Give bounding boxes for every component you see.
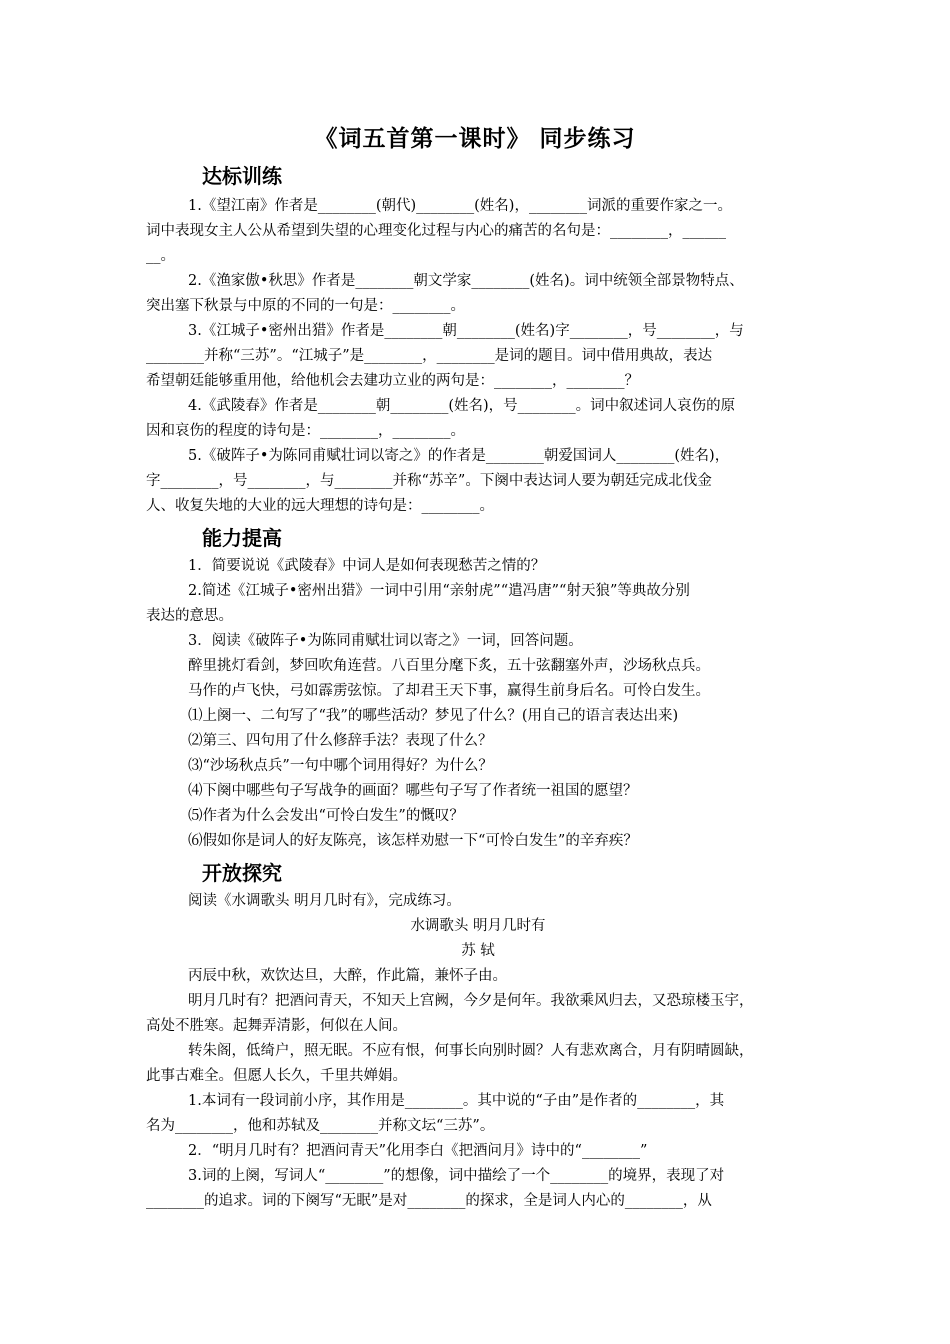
poem-line: 转朱阁，低绮户，照无眠。不应有恨，何事长向别时圆？人有悲欢离合，月有阴晴圆缺，	[188, 1043, 754, 1059]
text-line: 1.《望江南》作者是________(朝代)________(姓名)，________词派的重要作家之一。	[188, 198, 732, 214]
poem-preface: 丙辰中秋，欢饮达旦，大醉，作此篇，兼怀子由。	[188, 968, 507, 984]
text-line: 3.《江城子•密州出猎》作者是________朝________(姓名)字________，号________，与	[188, 323, 744, 339]
poem-title: 水调歌头 明月几时有	[410, 918, 546, 934]
text-line: 5.《破阵子•为陈同甫赋壮词以寄之》的作者是________朝爱国词人________(姓名)，	[188, 448, 730, 464]
question-line: ⑹假如你是词人的好友陈亮，该怎样劝慰一下“可怜白发生”的辛弃疾？	[188, 833, 638, 849]
text-line: 2.《渔家傲•秋思》作者是________朝文学家________(姓名)。词中统领全部景物特点、	[188, 273, 744, 289]
text-line: 人、收复失地的大业的远大理想的诗句是：________。	[146, 498, 494, 514]
poem-line: 此事古难全。但愿人长久，千里共婵娟。	[146, 1068, 407, 1084]
question-line: ⑷下阕中哪些句子写战争的画面？哪些句子写了作者统一祖国的愿望？	[188, 783, 638, 799]
question-line: ⑵第三、四句用了什么修辞手法？表现了什么？	[188, 733, 493, 749]
section-heading-standard-training: 达标训练	[202, 164, 282, 188]
poem-line: 明月几时有？把酒问青天，不知天上宫阙，今夕是何年。我欲乘风归去，又恐琼楼玉宇，	[188, 993, 754, 1009]
section-heading-ability: 能力提高	[202, 526, 282, 550]
text-line: ________的追求。词的下阕写“无眠”是对________的探求，全是词人内心的________，从	[146, 1193, 712, 1209]
poem-line: 高处不胜寒。起舞弄清影，何似在人间。	[146, 1018, 407, 1034]
text-line: ________并称“三苏”。“江城子”是________，________是词的题目。词中借用典故，表达	[146, 348, 713, 364]
poem-line: 醉里挑灯看剑，梦回吹角连营。八百里分麾下炙，五十弦翻塞外声，沙场秋点兵。	[188, 658, 710, 674]
text-line: 3.词的上阕，写词人“________”的想像，词中描绘了一个________的境界，表现了对	[188, 1168, 725, 1184]
question-line: ⑸作者为什么会发出“可怜白发生”的慨叹？	[188, 808, 464, 824]
text-line: 突出塞下秋景与中原的不同的一句是：________。	[146, 298, 465, 314]
text-line: 名为________，他和苏轼及________并称文坛“三苏”。	[146, 1118, 495, 1134]
poem-author: 苏 轼	[461, 943, 495, 959]
text-line: 词中表现女主人公从希望到失望的心理变化过程与内心的痛苦的名句是：________，______	[146, 223, 726, 239]
text-line: 表达的意思。	[146, 608, 233, 624]
text-line: 1．简要说说《武陵春》中词人是如何表现愁苦之情的？	[188, 558, 546, 574]
question-line: ⑶“沙场秋点兵”一句中哪个词用得好？为什么？	[188, 758, 493, 774]
text-line: 4.《武陵春》作者是________朝________(姓名)，号________。词中叙述词人哀伤的原	[188, 398, 736, 414]
text-line: 希望朝廷能够重用他，给他机会去建功立业的两句是：________，________？	[146, 373, 639, 389]
poem-line: 马作的卢飞快，弓如霹雳弦惊。了却君王天下事，赢得生前身后名。可怜白发生。	[188, 683, 710, 699]
question-line: ⑴上阕一、二句写了“我”的哪些活动？梦见了什么？(用自己的语言表达出来)	[188, 708, 679, 724]
text-line: 2.简述《江城子•密州出猎》一词中引用“亲射虎”“遣冯唐”“射天狼”等典故分别	[188, 583, 690, 599]
page-title: 《词五首第一课时》 同步练习	[314, 126, 636, 152]
section-heading-open-exploration: 开放探究	[202, 861, 282, 885]
text-line: 因和哀伤的程度的诗句是：________，________。	[146, 423, 465, 439]
text-line: 阅读《水调歌头 明月几时有》，完成练习。	[188, 893, 461, 909]
text-line: 2．“明月几时有？把酒问青天”化用李白《把酒问月》诗中的“________”	[188, 1143, 648, 1159]
text-line: 1.本词有一段词前小序，其作用是________。其中说的“子由”是作者的________，其	[188, 1093, 725, 1109]
text-line: 字________，号________，与________并称“苏辛”。下阕中表达词人要为朝廷完成北伐金	[146, 473, 712, 489]
text-line: __。	[146, 248, 175, 264]
text-line: 3．阅读《破阵子•为陈同甫赋壮词以寄之》一词，回答问题。	[188, 633, 583, 649]
